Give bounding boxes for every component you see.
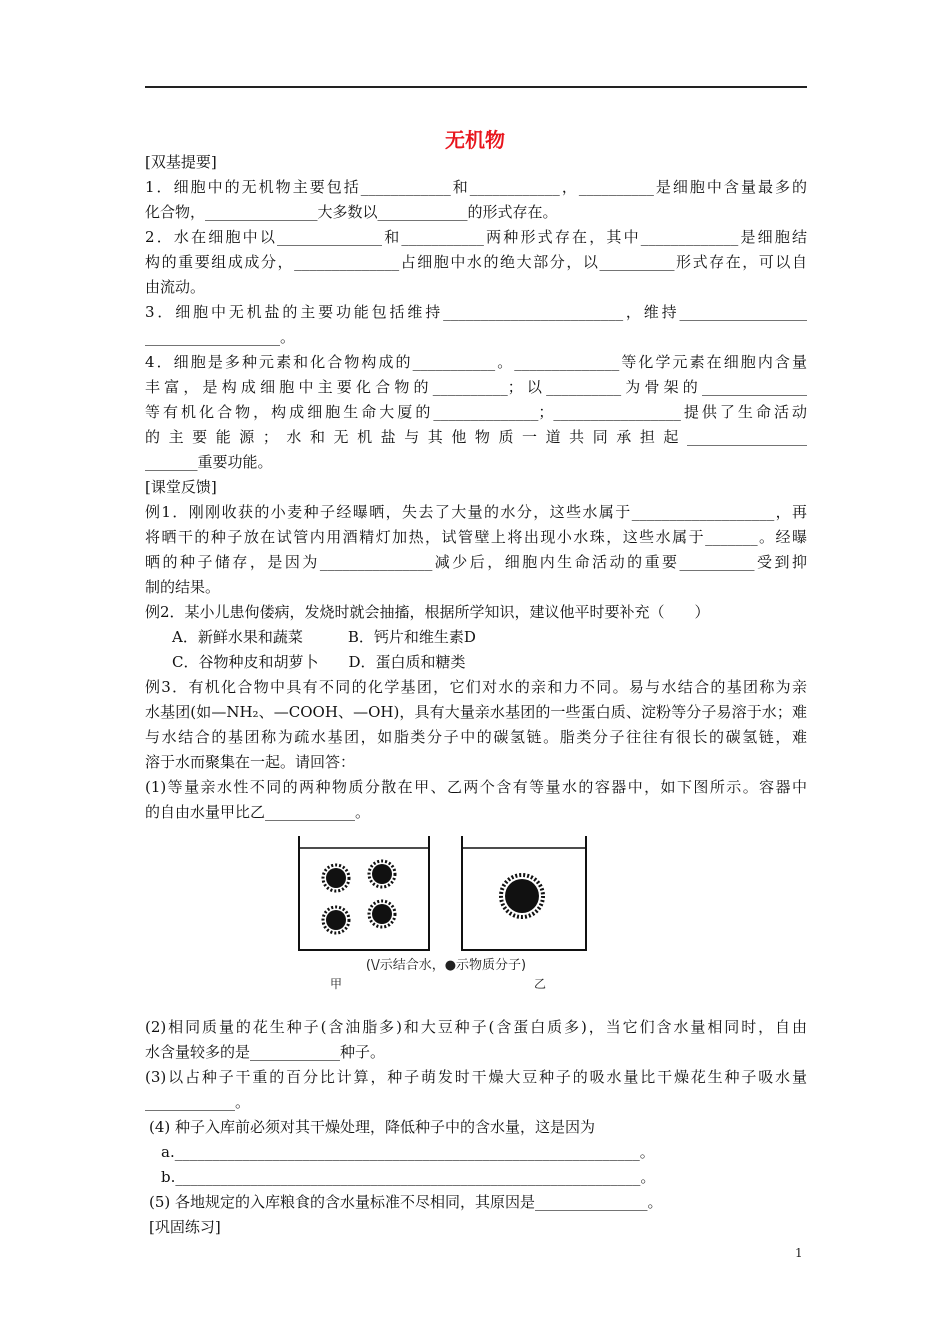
text-line: (2)相同质量的花生种子(含油脂多)和大豆种子(含蛋白质多)，当它们含水量相同时，自由: [145, 1018, 807, 1036]
option-row-ab: A．新鲜水果和蔬菜 B．钙片和维生素D: [172, 628, 476, 646]
small-molecule-4: [369, 901, 395, 927]
text-line: (1)等量亲水性不同的两种物质分散在甲、乙两个含有等量水的容器中，如下图所示。容器中: [145, 778, 807, 796]
text-line: 例3．有机化合物中具有不同的化学基团，它们对水的亲和力不同。易与水结合的基团称为亲: [145, 678, 807, 696]
section-heading-feedback: [课堂反馈]: [145, 478, 217, 496]
label-yi: 乙: [534, 977, 547, 991]
small-molecule-2: [369, 861, 395, 887]
small-molecule-3: [323, 907, 349, 933]
small-molecule-1: [323, 865, 349, 891]
question-5: (5) 各地规定的入库粮食的含水量标准不尽相同，其原因是_______________。: [149, 1193, 663, 1211]
text-line: ____________。: [145, 1093, 251, 1111]
text-line: 将晒干的种子放在试管内用酒精灯加热，试管壁上将出现小水珠，这些水属于_______。经曝: [145, 528, 807, 546]
text-line: 化合物，_______________大多数以____________的形式存在。: [145, 203, 558, 221]
option-row-cd: C．谷物种皮和胡萝卜 D．蛋白质和糖类: [172, 653, 466, 671]
text-line: 水含量较多的是____________种子。: [145, 1043, 386, 1061]
document-body: [145, 150, 807, 1240]
page-number: 1: [795, 1246, 803, 1260]
text-line: (3)以占种子干重的百分比计算，种子萌发时干燥大豆种子的吸水量比干燥花生种子吸水量: [145, 1068, 807, 1086]
text-line: 1．细胞中的无机物主要包括____________和____________，__________是细胞中含量最多的: [145, 178, 807, 196]
container-figure: [296, 832, 596, 994]
question-4: (4) 种子入库前必须对其干燥处理，降低种子中的含水量，这是因为: [149, 1118, 596, 1136]
section-heading-basics: [双基提要]: [145, 153, 217, 171]
text-line: 由流动。: [145, 278, 206, 296]
page-title: 无机物: [445, 128, 505, 152]
text-line: 制的结果。: [145, 578, 221, 596]
label-jia: 甲: [330, 977, 343, 991]
text-line: 晒的种子储存，是因为_______________减少后，细胞内生命活动的重要__________受到抑: [145, 553, 807, 571]
answer-line-b: b.______________________________________________________________。: [161, 1168, 656, 1186]
figure-caption: (\/示结合水，●示物质分子): [365, 958, 527, 973]
text-line: 丰富，是构成细胞中主要化合物的__________；以__________为骨架的______________: [145, 378, 807, 396]
question-ex2: 例2．某小儿患佝偻病，发烧时就会抽搐，根据所学知识，建议他平时要补充（ ）: [145, 603, 710, 621]
text-line: 与水结合的基团称为疏水基团，如脂类分子中的碳氢链。脂类分子往往有很长的碳氢链，难: [145, 728, 807, 746]
header-rule: [145, 86, 807, 88]
container-jia: [299, 836, 429, 950]
large-molecule: [501, 875, 543, 917]
section-heading-practice: [巩固练习]: [149, 1218, 221, 1236]
text-line: 的自由水量甲比乙____________。: [145, 803, 371, 821]
text-line: 等有机化合物，构成细胞生命大厦的______________；_________________提供了生命活动: [145, 403, 807, 421]
text-line: 水基团(如—NH₂、—COOH、—OH)，具有大量亲水基团的一些蛋白质、淀粉等分子易溶于水；难: [145, 703, 807, 721]
answer-line-a: a.______________________________________________________________。: [161, 1143, 655, 1161]
text-line: 4．细胞是多种元素和化合物构成的___________。______________等化学元素在细胞内含量: [145, 353, 807, 371]
text-line: 3．细胞中无机盐的主要功能包括维持________________________，维持_________________: [145, 303, 807, 321]
text-line: 构的重要组成成分，______________占细胞中水的绝大部分，以__________形式存在，可以自: [145, 253, 807, 271]
text-line: 的主要能源；水和无机盐与其他物质一道共同承担起________________: [145, 428, 807, 446]
text-line: 溶于水而聚集在一起。请回答：: [145, 753, 356, 771]
text-line: 例1．刚刚收获的小麦种子经曝晒，失去了大量的水分，这些水属于___________________，再: [145, 503, 807, 521]
text-line: __________________。: [145, 328, 296, 346]
text-line: 2．水在细胞中以______________和___________两种形式存在，其中_____________是细胞结: [145, 228, 807, 246]
text-line: _______重要功能。: [145, 453, 273, 471]
